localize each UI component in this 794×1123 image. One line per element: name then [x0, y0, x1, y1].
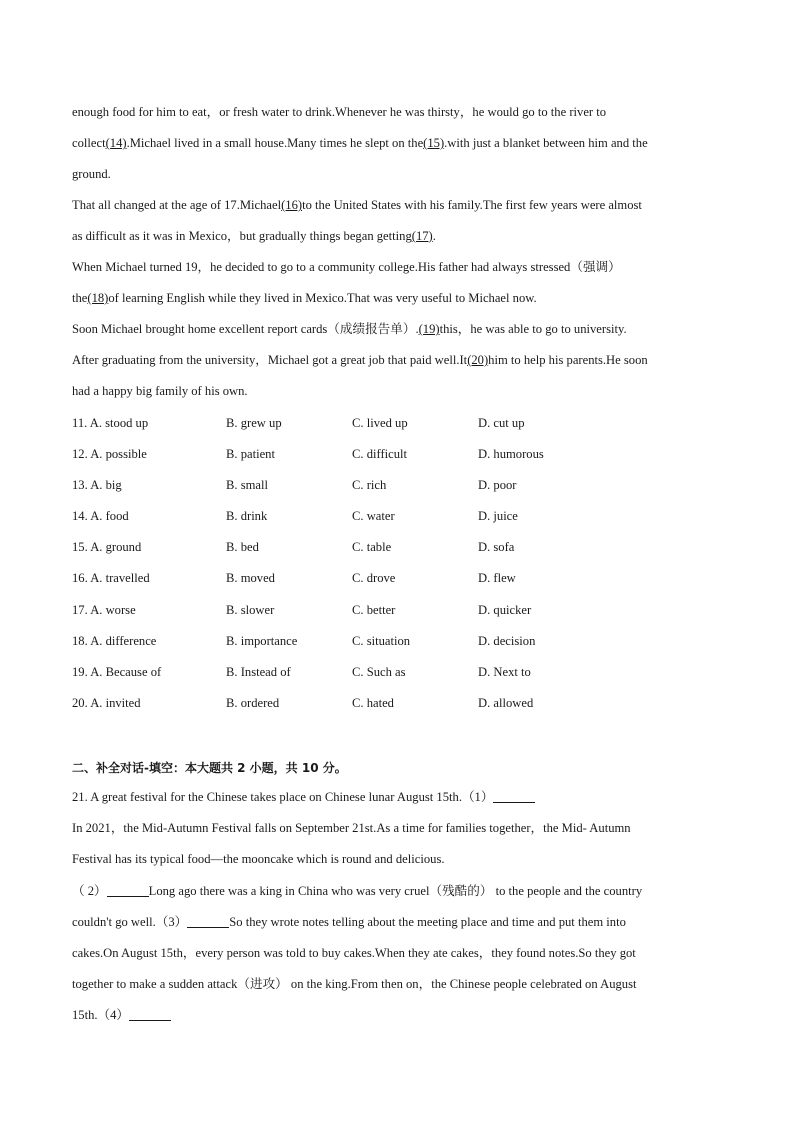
section-heading: 二、补全对话-填空：本大题共 2 小题，共 10 分。	[72, 761, 347, 775]
passage-text: Soon Michael brought home excellent report cards（成绩报告单）.	[72, 322, 419, 336]
option-d: D. decision	[478, 633, 536, 648]
blank-14: (14)	[105, 136, 127, 150]
passage-text: .Michael lived in a small house.Many times he slept on the	[126, 136, 424, 150]
option-a: 11. A. stood up	[72, 416, 149, 430]
passage-line	[72, 97, 722, 128]
dialog-text: 15th.（4）	[72, 1008, 130, 1022]
passage-text: After graduating from the university，Michael got a great job that paid well.It	[72, 353, 468, 367]
passage-text: as difficult as it was in Mexico，but gradually things began getting	[72, 229, 412, 243]
dialog-line	[72, 813, 722, 844]
dialog-line	[72, 782, 722, 813]
option-b: B. small	[226, 478, 268, 493]
option-a: 17. A. worse	[72, 602, 136, 617]
option-b: B. ordered	[226, 695, 280, 710]
option-c: C. situation	[352, 633, 411, 648]
dialog-text: cakes.On August 15th，every person was told to buy cakes.When they ate cakes，they found notes.So they got	[72, 946, 636, 960]
dialog-text: 21. A great festival for the Chinese takes place on Chinese lunar August 15th.（1）	[72, 790, 494, 804]
answer-blank-1[interactable]	[493, 788, 535, 803]
dialog-text: （ 2）	[72, 884, 107, 898]
passage-line	[72, 252, 722, 283]
dialog-line	[72, 969, 722, 1000]
option-a: 14. A. food	[72, 509, 129, 524]
dialog-text: Long ago there was a king in China who was very cruel（残酷的） to the people and the country	[148, 884, 643, 898]
dialog-text: So they wrote notes telling about the meeting place and time and put them into	[229, 915, 626, 929]
passage-text: enough food for him to eat，or fresh water to drink.Whenever he was thirsty，he would go to the river to	[72, 105, 607, 119]
passage-line	[72, 345, 722, 376]
option-d: D. poor	[478, 478, 517, 493]
passage-line	[72, 159, 722, 190]
passage-line	[72, 221, 722, 252]
option-a: 13. A. big	[72, 478, 122, 493]
passage-line	[72, 314, 722, 345]
blank-15: (15)	[423, 136, 445, 150]
dialog-line	[72, 938, 722, 969]
passage-line	[72, 190, 722, 221]
option-a: 20. A. invited	[72, 695, 141, 710]
option-c: C. rich	[352, 478, 387, 493]
passage-text: of learning English while they lived in Mexico.That was very useful to Michael now.	[108, 291, 537, 305]
passage-text: ground.	[72, 167, 111, 181]
answer-blank-4[interactable]	[129, 1006, 171, 1021]
option-c: C. table	[352, 540, 392, 555]
passage-text: .with just a blanket between him and the	[444, 136, 648, 150]
option-d: D. sofa	[478, 540, 515, 555]
passage-text: had a happy big family of his own.	[72, 384, 248, 398]
option-d: D. juice	[478, 509, 518, 524]
dialog-text: couldn't go well.（3）	[72, 915, 188, 929]
option-c: C. difficult	[352, 447, 408, 462]
passage-text: When Michael turned 19，he decided to go to a community college.His father had always stressed（强调）	[72, 260, 621, 274]
dialog-line	[72, 907, 722, 938]
option-c: C. better	[352, 602, 396, 617]
dialog-line	[72, 876, 722, 907]
answer-blank-3[interactable]	[187, 913, 229, 928]
option-b: B. slower	[226, 602, 275, 617]
passage-text: collect	[72, 136, 106, 150]
passage-text: .	[432, 229, 436, 243]
option-c: C. water	[352, 509, 395, 524]
option-b: B. moved	[226, 571, 275, 586]
option-d: D. quicker	[478, 602, 532, 617]
blank-20: (20)	[467, 353, 489, 367]
passage-text: him to help his parents.He soon	[488, 353, 648, 367]
dialog-passage	[72, 782, 722, 1031]
blank-19: (19)	[418, 322, 440, 336]
dialog-text: In 2021，the Mid-Autumn Festival falls on September 21st.As a time for families together，the Mid- Autumn	[72, 821, 631, 835]
option-c: C. lived up	[352, 416, 408, 430]
option-a: 16. A. travelled	[72, 571, 150, 586]
option-b: B. Instead of	[226, 664, 291, 679]
blank-17: (17)	[411, 229, 433, 243]
option-d: D. cut up	[478, 416, 525, 430]
passage-text: to the United States with his family.The first few years were almost	[302, 198, 642, 212]
option-b: B. importance	[226, 633, 298, 648]
option-a: 15. A. ground	[72, 540, 142, 555]
passage-text: this，he was able to go to university.	[439, 322, 627, 336]
option-d: D. allowed	[478, 695, 534, 710]
passage-line	[72, 128, 722, 159]
option-a: 19. A. Because of	[72, 664, 162, 679]
option-c: C. drove	[352, 571, 396, 586]
dialog-line	[72, 1000, 722, 1031]
answer-blank-2[interactable]	[107, 882, 149, 897]
blank-18: (18)	[87, 291, 109, 305]
option-c: C. hated	[352, 695, 394, 710]
option-a: 12. A. possible	[72, 447, 147, 462]
dialog-text: together to make a sudden attack（进攻） on the king.From then on，the Chinese people celebrated on August	[72, 977, 637, 991]
passage-line	[72, 283, 722, 314]
passage-text: the	[72, 291, 88, 305]
option-d: D. humorous	[478, 447, 544, 462]
option-b: B. patient	[226, 447, 275, 462]
dialog-line	[72, 844, 722, 875]
option-a: 18. A. difference	[72, 633, 157, 648]
blank-16: (16)	[281, 198, 303, 212]
passage-text: That all changed at the age of 17.Michael	[72, 198, 282, 212]
option-d: D. Next to	[478, 664, 531, 679]
option-d: D. flew	[478, 571, 516, 586]
option-b: B. drink	[226, 509, 268, 524]
option-c: C. Such as	[352, 664, 406, 679]
option-b: B. grew up	[226, 416, 282, 430]
reading-passage	[72, 97, 722, 407]
option-b: B. bed	[226, 540, 259, 555]
dialog-text: Festival has its typical food—the mooncake which is round and delicious.	[72, 852, 445, 866]
passage-line	[72, 376, 722, 407]
